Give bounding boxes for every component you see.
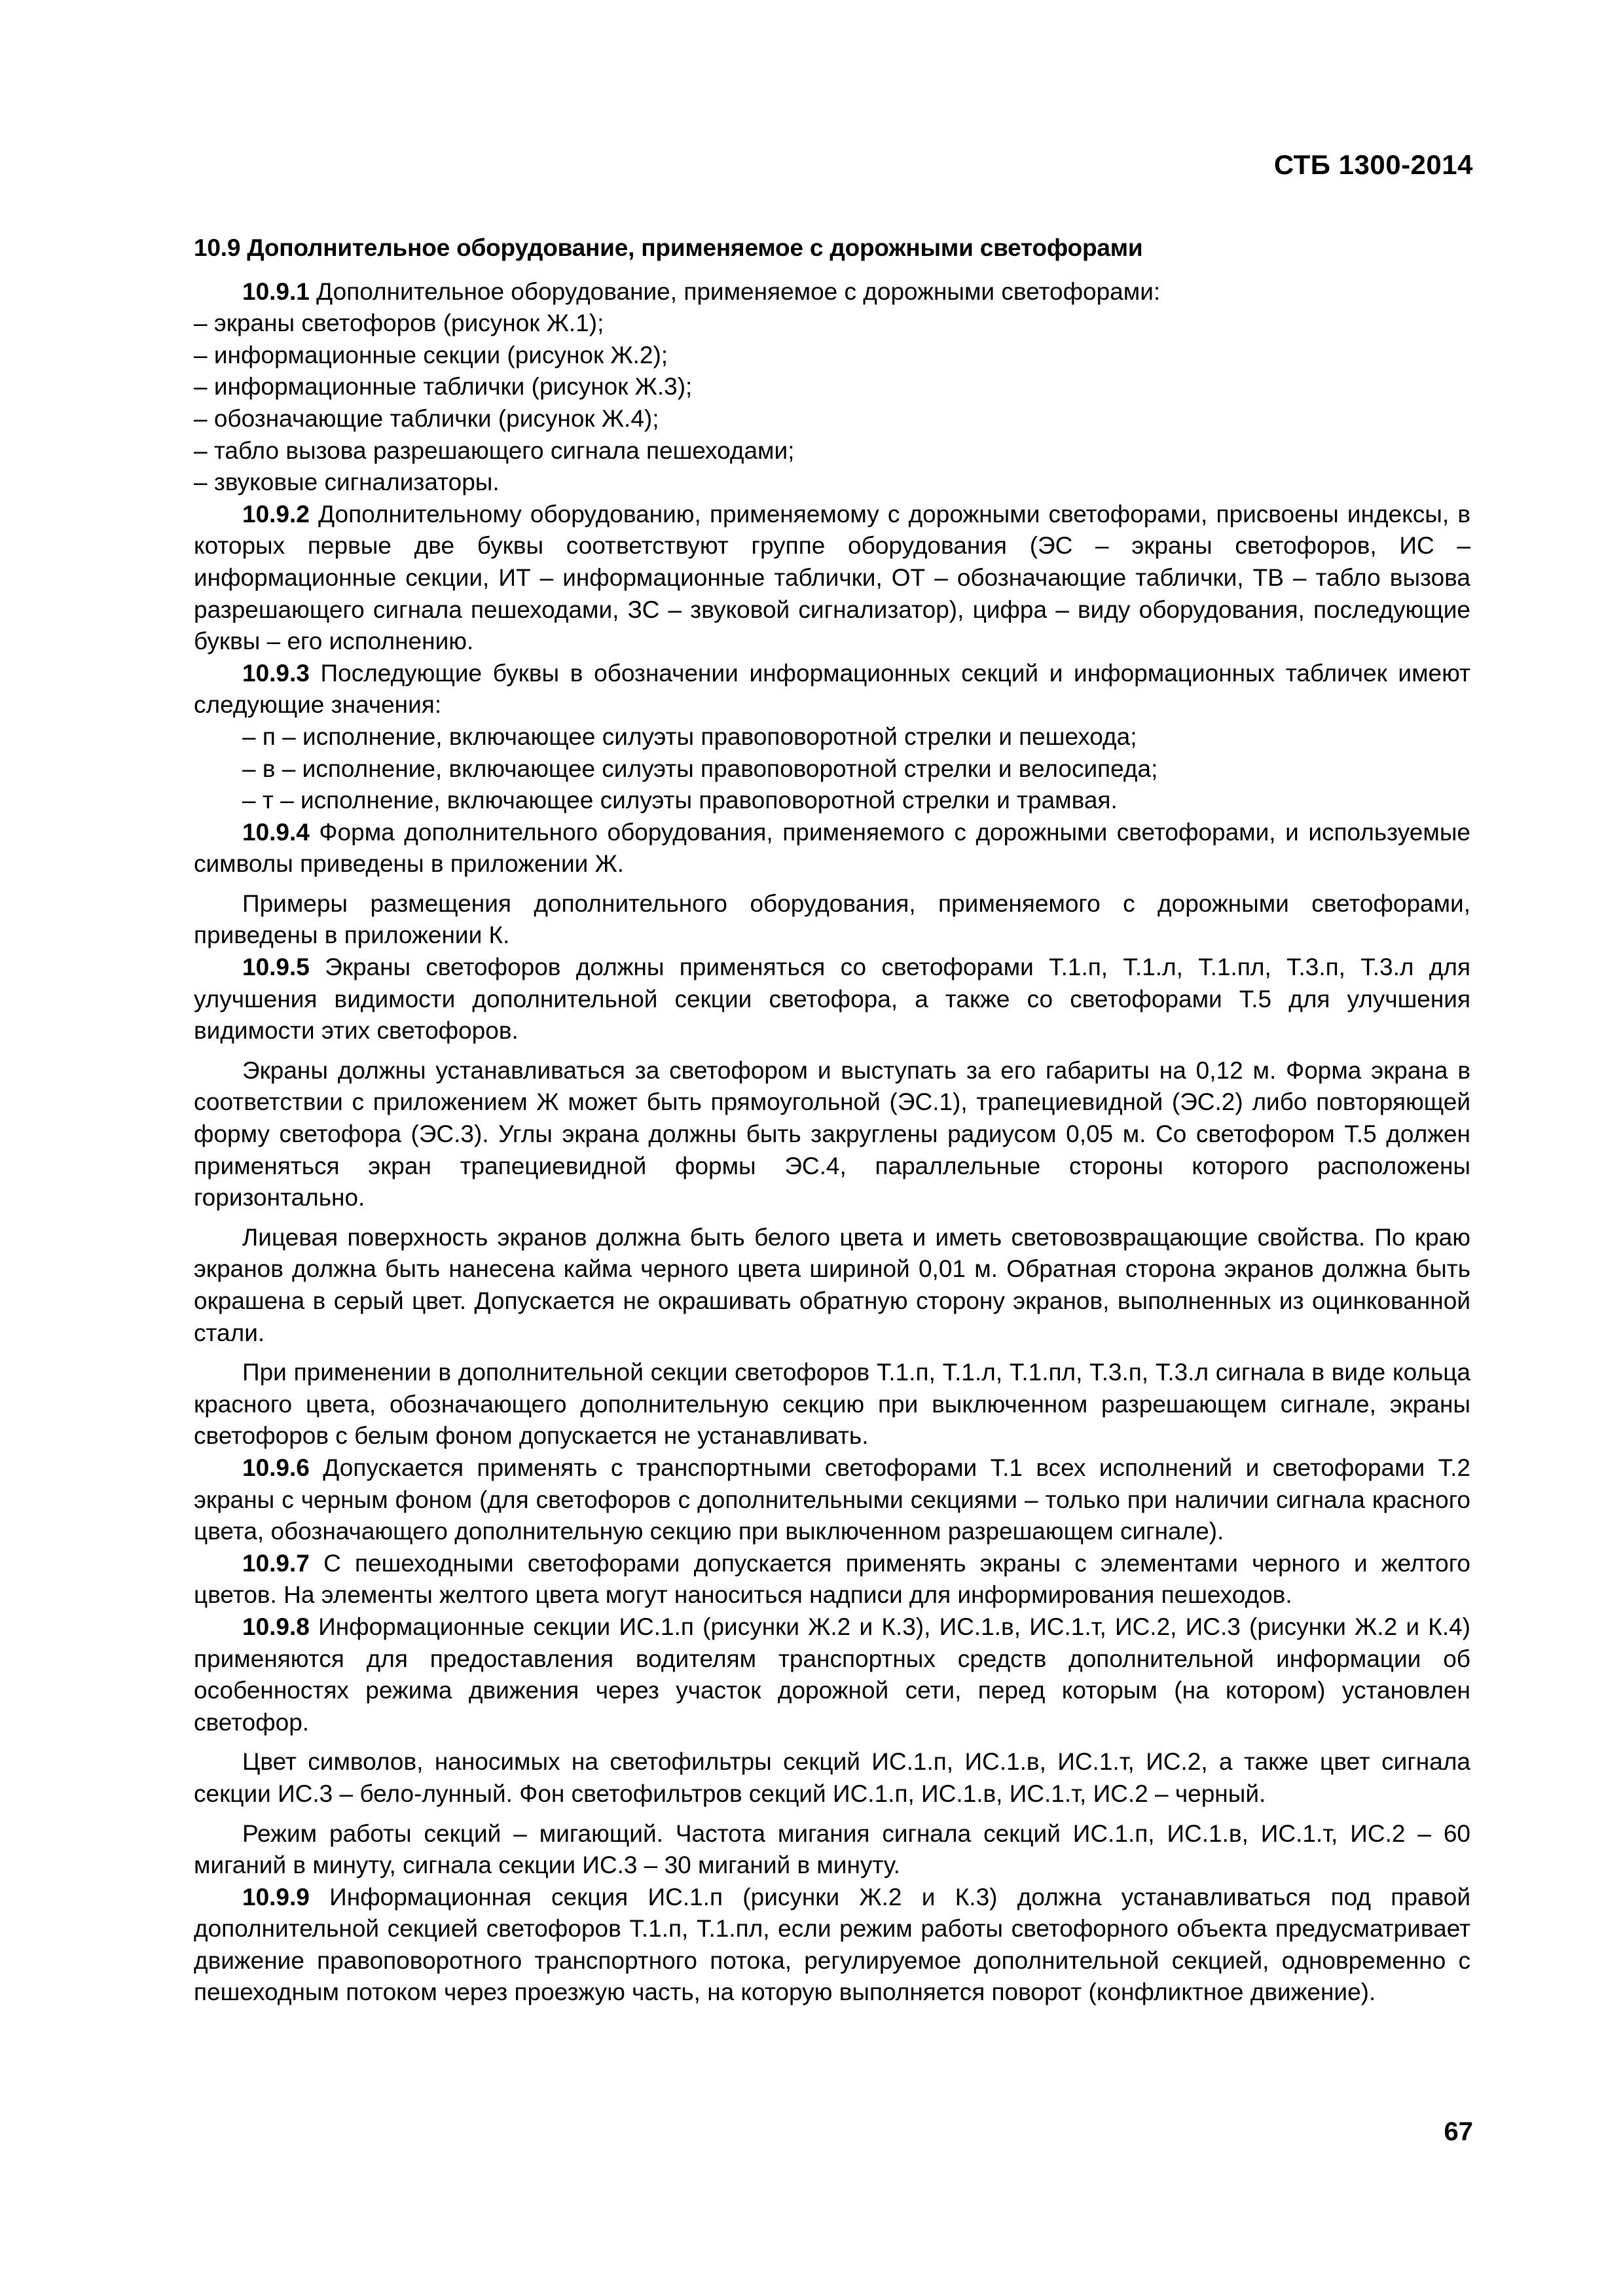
paragraph-10-9-7 <box>194 1548 1470 1611</box>
clause-number: 10.9.5 <box>242 954 310 981</box>
paragraph-10-9-8-extra-1: Цвет символов, наносимых на светофильтры секций ИС.1.п, ИС.1.в, ИС.1.т, ИС.2, а также цвет сигнала секции ИС.3 – бело-лунный. Фон светофильтров секций ИС.1.п, ИС.1.в, ИС.1.т, ИС.2 – черный. <box>194 1748 1470 1807</box>
paragraph-10-9-1 <box>194 276 1470 308</box>
list-item: – информационные секции (рисунок Ж.2); <box>194 341 668 368</box>
list-item: – информационные таблички (рисунок Ж.3); <box>194 373 693 401</box>
paragraph-10-9-6 <box>194 1452 1470 1548</box>
paragraph-10-9-9 <box>194 1882 1470 2009</box>
clause-number: 10.9.8 <box>242 1613 310 1640</box>
paragraph-10-9-8 <box>194 1611 1470 1738</box>
standard-code-header: СТБ 1300-2014 <box>1273 149 1473 180</box>
clause-number: 10.9.7 <box>242 1549 310 1577</box>
paragraph-text: Информационные секции ИС.1.п (рисунки Ж.2 и К.3), ИС.1.в, ИС.1.т, ИС.2, ИС.3 (рисунки Ж.2 и К.4) применяются для предоставления водителям транспортных средств дополнительной информации об особенностях режима движения через участок дорожной сети, перед которым (на котором) установлен светофор. <box>194 1613 1470 1736</box>
paragraph-text: Дополнительное оборудование, применяемое с дорожными светофорами: <box>309 278 1161 305</box>
list-item: – табло вызова разрешающего сигнала пешеходами; <box>194 437 795 464</box>
paragraph-text: Последующие буквы в обозначении информационных секций и информационных табличек имеют следующие значения: <box>194 659 1470 719</box>
list-item: – т – исполнение, включающее силуэты правоповоротной стрелки и трамвая. <box>242 787 1118 814</box>
paragraph-10-9-5-extra-1: Экраны должны устанавливаться за светофором и выступать за его габариты на 0,12 м. Форма экрана в соответствии с приложением Ж может быть прямоугольной (ЭС.1), трапециевидной (ЭС.2) либо повторяющей форму светофора (ЭС.3). Углы экрана должны быть закруглены радиусом 0,05 м. Со светофором Т.5 должен применяться экран трапециевидной формы ЭС.4, параллельные стороны которого расположены горизонтально. <box>194 1056 1470 1211</box>
section-title: 10.9 Дополнительное оборудование, применяемое с дорожными светофорами <box>194 234 1143 261</box>
paragraph-text: С пешеходными светофорами допускается применять экраны с элементами черного и желтого цветов. На элементы желтого цвета могут наноситься надписи для информирования пешеходов. <box>194 1549 1470 1609</box>
paragraph-10-9-4-extra: Примеры размещения дополнительного оборудования, применяемого с дорожными светофорами, приведены в приложении К. <box>194 889 1470 949</box>
paragraph-10-9-3 <box>194 658 1470 721</box>
paragraph-text: Дополнительному оборудованию, применяемому с дорожными светофорами, присвоены индексы, в которых первые две буквы соответствуют группе оборудования (ЭС – экраны светофоров, ИС – информационные секции, ИТ – информационные таблички, ОТ – обозначающие таблички, ТВ – табло вызова разрешающего сигнала пешеходами, ЗС – звуковой сигнализатор), цифра – виду оборудования, последующие буквы – его исполнению. <box>194 500 1470 655</box>
paragraph-10-9-5 <box>194 952 1470 1047</box>
page-number: 67 <box>1444 2117 1473 2146</box>
list-item: – в – исполнение, включающее силуэты правоповоротной стрелки и велосипеда; <box>242 755 1158 782</box>
paragraph-text: Экраны светофоров должны применяться со светофорами Т.1.п, Т.1.л, Т.1.пл, Т.3.п, Т.3.л для улучшения видимости дополнительной секции светофора, а также со светофорами Т.5 для улучшения видимости этих светофоров. <box>194 954 1470 1045</box>
paragraph-10-9-5-extra-2: Лицевая поверхность экранов должна быть белого цвета и иметь световозвращающие свойства. По краю экранов должна быть нанесена кайма черного цвета шириной 0,01 м. Обратная сторона экранов должна быть окрашена в серый цвет. Допускается не окрашивать обратную сторону экранов, выполненных из оцинкованной стали. <box>194 1223 1470 1346</box>
clause-number: 10.9.9 <box>242 1883 310 1910</box>
paragraph-10-9-8-extra-2: Режим работы секций – мигающий. Частота мигания сигнала секций ИС.1.п, ИС.1.в, ИС.1.т, ИС.2 – 60 миганий в минуту, сигнала секции ИС.3 – 30 миганий в минуту. <box>194 1820 1470 1879</box>
clause-number: 10.9.4 <box>242 818 310 846</box>
paragraph-10-9-4 <box>194 817 1470 880</box>
paragraph-text: Допускается применять с транспортными светофорами Т.1 всех исполнений и светофорами Т.2 экраны с черным фоном (для светофоров с дополнительными секциями – только при наличии сигнала красного цвета, обозначающего дополнительную секцию при выключенном разрешающем сигнале). <box>194 1454 1470 1545</box>
clause-number: 10.9.2 <box>242 500 310 528</box>
list-item: – экраны светофоров (рисунок Ж.1); <box>194 310 604 337</box>
paragraph-10-9-5-extra-3: При применении в дополнительной секции светофоров Т.1.п, Т.1.л, Т.1.пл, Т.3.п, Т.3.л сигнала в виде кольца красного цвета, обозначающего дополнительную секцию при выключенном разрешающем сигнале, экраны светофоров с белым фоном допускается не устанавливать. <box>194 1359 1470 1450</box>
list-item: – п – исполнение, включающее силуэты правоповоротной стрелки и пешехода; <box>242 723 1137 750</box>
paragraph-10-9-2 <box>194 499 1470 658</box>
list-item: – звуковые сигнализаторы. <box>194 469 500 496</box>
clause-number: 10.9.1 <box>242 278 310 305</box>
list-item: – обозначающие таблички (рисунок Ж.4); <box>194 404 659 432</box>
paragraph-text: Форма дополнительного оборудования, применяемого с дорожными светофорами, и используемые символы приведены в приложении Ж. <box>194 818 1470 878</box>
paragraph-text: Информационная секция ИС.1.п (рисунки Ж.2 и К.3) должна устанавливаться под правой дополнительной секцией светофоров Т.1.п, Т.1.пл, если режим работы светофорного объекта предусматривает движение правоповоротного транспортного потока, регулируемое дополнительной секцией, одновременно с пешеходным потоком через проезжую часть, на которую выполняется поворот (конфликтное движение). <box>194 1883 1470 2006</box>
document-body <box>194 232 1470 2009</box>
clause-number: 10.9.3 <box>242 659 310 687</box>
clause-number: 10.9.6 <box>242 1454 310 1481</box>
